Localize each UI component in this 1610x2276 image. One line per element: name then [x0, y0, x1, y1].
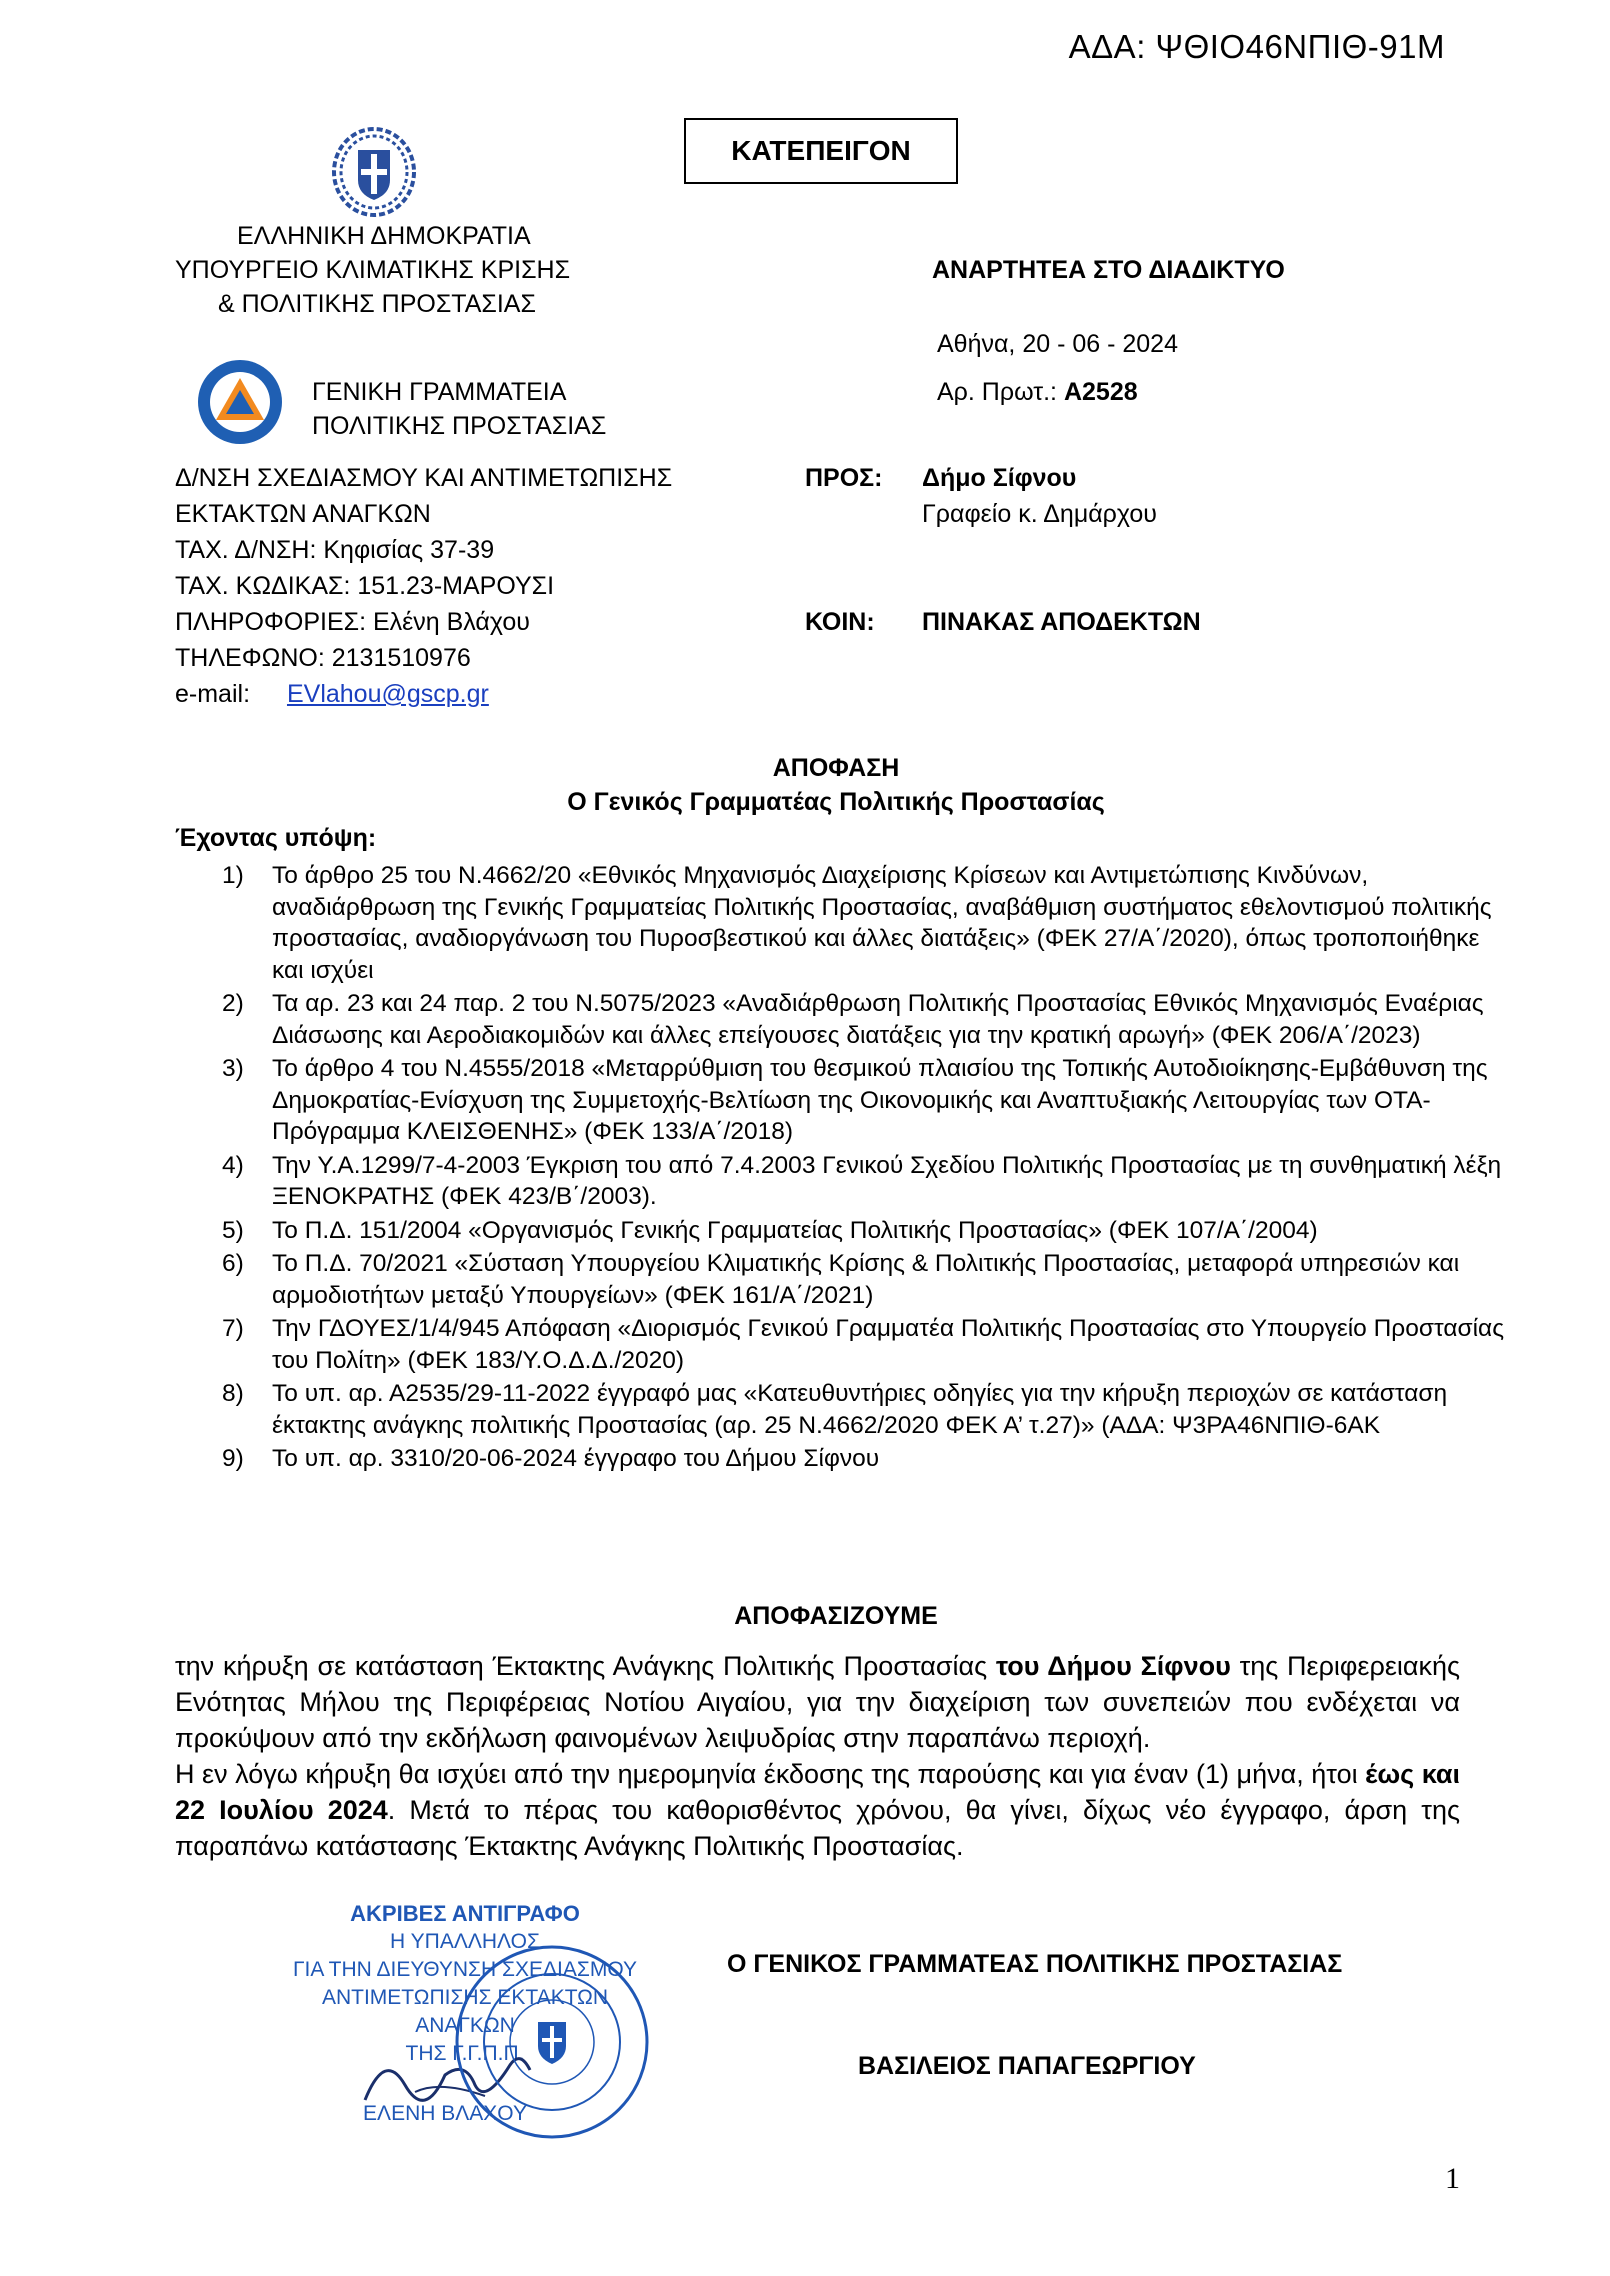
ministry-label: ΥΠΟΥΡΓΕΙΟ ΚΛΙΜΑΤΙΚΗΣ ΚΡΙΣΗΣ	[175, 256, 571, 284]
list-item: 8) Το υπ. αρ. Α2535/29-11-2022 έγγραφό μας «Κατευθυντήριες οδηγίες για την κήρυξη περιοχών σε κατάσταση έκτακτης ανάγκης πολιτικής Προστασίας (αρ. 25 Ν.4662/2020 ΦΕΚ Α’ τ.27)» (ΑΔΑ: Ψ3ΡΑ46ΝΠΙΘ-6ΑΚ	[222, 1380, 1448, 1439]
list-item: 1) Το άρθρο 25 του Ν.4662/20 «Εθνικός Μηχανισμός Διαχείρισης Κρίσεων και Αντιμετώπισης Κινδύνων, αναδιάρθρωση της Γενικής Γραμματείας Πολιτικής Προστασίας, αναβάθμιση συστήματος εθελοντισμού πολιτικής προστασίας, αναδιοργάνωση του Πυροσβεστικού και άλλες διατάξεις» (ΦΕΚ 27/Α΄/2020), όπως τροποποιήθηκε και ισχύει	[222, 862, 1492, 984]
post-online-label: ΑΝΑΡΤΗΤΕΑ ΣΤΟ ΔΙΑΔΙΚΤΥΟ	[932, 256, 1285, 284]
list-item: 4) Την Υ.Α.1299/7-4-2003 Έγκριση του από 7.4.2003 Γενικού Σχεδίου Πολιτικής Προστασίας με τη συνθηματική λέξη ΞΕΝΟΚΡΑΤΗΣ (ΦΕΚ 423/Β΄/2003).	[222, 1151, 1502, 1210]
to-recipient: Δήμο Σίφνου	[922, 464, 1077, 492]
department-line-1: Δ/ΝΣΗ ΣΧΕΔΙΑΣΜΟΥ ΚΑΙ ΑΝΤΙΜΕΤΩΠΙΣΗΣ	[175, 464, 673, 492]
info-contact-line: ΠΛΗΡΟΦΟΡΙΕΣ: Ελένη Βλάχου	[175, 608, 530, 636]
decision-paragraph-2: Η εν λόγω κήρυξη θα ισχύει από την ημερομηνία έκδοσης της παρούσης και για έναν (1) μήνα, ήτοι έως και 22 Ιουλίου 2024. Μετά το πέρας του καθορισθέντος χρόνου, θα γίνει, δίχως νέο έγγραφο, άρση της παραπάνω κατάστασης Έκτακτης Ανάγκης Πολιτικής Προστασίας.	[175, 1759, 1460, 1861]
signatory-title: Ο ΓΕΝΙΚΟΣ ΓΡΑΜΜΑΤΕΑΣ ΠΟΛΙΤΙΚΗΣ ΠΡΟΣΤΑΣΙΑΣ	[727, 1950, 1343, 1978]
decision-subtitle: Ο Γενικός Γραμματέας Πολιτικής Προστασίας	[567, 788, 1105, 816]
stamp-line: ΑΝΤΙΜΕΤΩΠΙΣΗΣ ΕΚΤΑΚΤΩΝ ΑΝΑΓΚΩΝ	[321, 1986, 609, 2037]
protocol-number: Αρ. Πρωτ.: Α2528	[937, 378, 1138, 406]
email-label: e-mail:	[175, 680, 251, 708]
stamp-line: Η ΥΠΑΛΛΗΛΟΣ	[390, 1930, 540, 1953]
urgent-label: ΚΑΤΕΠΕΙΓΟΝ	[684, 118, 958, 184]
decision-paragraph-1: την κήρυξη σε κατάσταση Έκτακτης Ανάγκης Πολιτικής Προστασίας του Δήμου Σίφνου της Περιφερειακής Ενότητας Μήλου της Περιφέρειας Νοτίου Αιγαίου, για την διαχείριση των συνεπειών που ενδέχεται να προκύψουν από την εκδήλωση φαινομένων λειψυδρίας στην παραπάνω περιοχή.	[175, 1651, 1461, 1753]
cc-value: ΠΙΝΑΚΑΣ ΑΠΟΔΕΚΤΩΝ	[922, 608, 1201, 636]
to-office: Γραφείο κ. Δημάρχου	[922, 500, 1157, 528]
stamp-title: ΑΚΡΙΒΕΣ ΑΝΤΙΓΡΑΦΟ	[350, 1901, 580, 1926]
civil-protection-logo	[196, 358, 284, 446]
cc-label: ΚΟΙΝ:	[805, 608, 875, 636]
email-line	[175, 678, 489, 710]
list-item: 9) Το υπ. αρ. 3310/20-06-2024 έγγραφο του Δήμου Σίφνου	[222, 1445, 880, 1472]
greek-emblem-icon	[328, 122, 420, 218]
ministry-label-2: & ΠΟΛΙΤΙΚΗΣ ΠΡΟΣΤΑΣΙΑΣ	[218, 290, 536, 318]
page-number: 1	[1445, 2162, 1460, 2195]
email-link[interactable]: EVlahou@gscp.gr	[286, 680, 489, 708]
considerations-list	[222, 860, 1507, 1475]
phone-line: ΤΗΛΕΦΩΝΟ: 2131510976	[175, 644, 471, 672]
decision-title: ΑΠΟΦΑΣΗ	[772, 754, 900, 782]
stamp-line: ΓΙΑ ΤΗΝ ΔΙΕΥΘΥΝΣΗ ΣΧΕΔΙΑΣΜΟΥ	[292, 1958, 638, 1981]
considering-heading: Έχοντας υπόψη:	[175, 824, 377, 852]
list-item: 6) Το Π.Δ. 70/2021 «Σύσταση Υπουργείου Κλιματικής Κρίσης & Πολιτικής Προστασίας, μεταφορά υπηρεσιών και αρμοδιοτήτων μεταξύ Υπουργείων» (ΦΕΚ 161/Α΄/2021)	[222, 1250, 1460, 1309]
signatory-name: ΒΑΣΙΛΕΙΟΣ ΠΑΠΑΓΕΩΡΓΙΟΥ	[858, 2052, 1196, 2080]
document-date: Αθήνα, 20 - 06 - 2024	[937, 330, 1178, 358]
we-decide-heading: ΑΠΟΦΑΣΙΖΟΥΜΕ	[734, 1602, 938, 1630]
republic-label: ΕΛΛΗΝΙΚΗ ΔΗΜΟΚΡΑΤΙΑ	[237, 222, 531, 250]
address-line: ΤΑΧ. Δ/ΝΣΗ: Κηφισίας 37-39	[175, 536, 495, 564]
list-item: 7) Την ΓΔΟΥΕΣ/1/4/945 Απόφαση «Διορισμός Γενικού Γραμματέα Πολιτικής Προστασίας στο Υπουργείο Προστασίας του Πολίτη» (ΦΕΚ 183/Υ.Ο.Δ.Δ./2020)	[222, 1315, 1505, 1374]
list-item: 2) Τα αρ. 23 και 24 παρ. 2 του Ν.5075/2023 «Αναδιάρθρωση Πολιτικής Προστασίας Εθνικός Μηχανισμός Εναέριας Διάσωσης και Αεροδιακομιδών και άλλες επείγουσες διατάξεις για την κρατική αρωγή» (ΦΕΚ 206/Α΄/2023)	[222, 990, 1484, 1049]
gs-label-1: ΓΕΝΙΚΗ ΓΡΑΜΜΑΤΕΙΑ	[312, 378, 567, 406]
to-label: ΠΡΟΣ:	[805, 464, 883, 492]
official-seal	[452, 1942, 652, 2142]
list-item: 5) Το Π.Δ. 151/2004 «Οργανισμός Γενικής Γραμματείας Πολιτικής Προστασίας» (ΦΕΚ 107/Α΄/2004)	[222, 1216, 1318, 1244]
department-line-2: ΕΚΤΑΚΤΩΝ ΑΝΑΓΚΩΝ	[175, 500, 431, 528]
postal-code-line: ΤΑΧ. ΚΩΔΙΚΑΣ: 151.23-ΜΑΡΟΥΣΙ	[175, 572, 555, 600]
list-item: 3) Το άρθρο 4 του Ν.4555/2018 «Μεταρρύθμιση του θεσμικού πλαισίου της Τοπικής Αυτοδιοίκησης-Εμβάθυνση της Δημοκρατίας-Ενίσχυση της Συμμετοχής-Βελτίωση της Οικονομικής και Αναπτυξιακής Λειτουργίας των ΟΤΑ-Πρόγραμμα ΚΛΕΙΣΘΕΝΗΣ» (ΦΕΚ 133/Α΄/2018)	[222, 1055, 1488, 1145]
gs-label-2: ΠΟΛΙΤΙΚΗΣ ΠΡΟΣΤΑΣΙΑΣ	[312, 412, 607, 440]
stamp-line: ΤΗΣ Γ.Γ.Π.Π.	[405, 2042, 525, 2065]
ada-code: ΑΔΑ: ΨΘΙΟ46ΝΠΙΘ-91Μ	[1068, 28, 1445, 65]
stamp-name: ΕΛΕΝΗ ΒΛΑΧΟΥ	[363, 2102, 527, 2125]
